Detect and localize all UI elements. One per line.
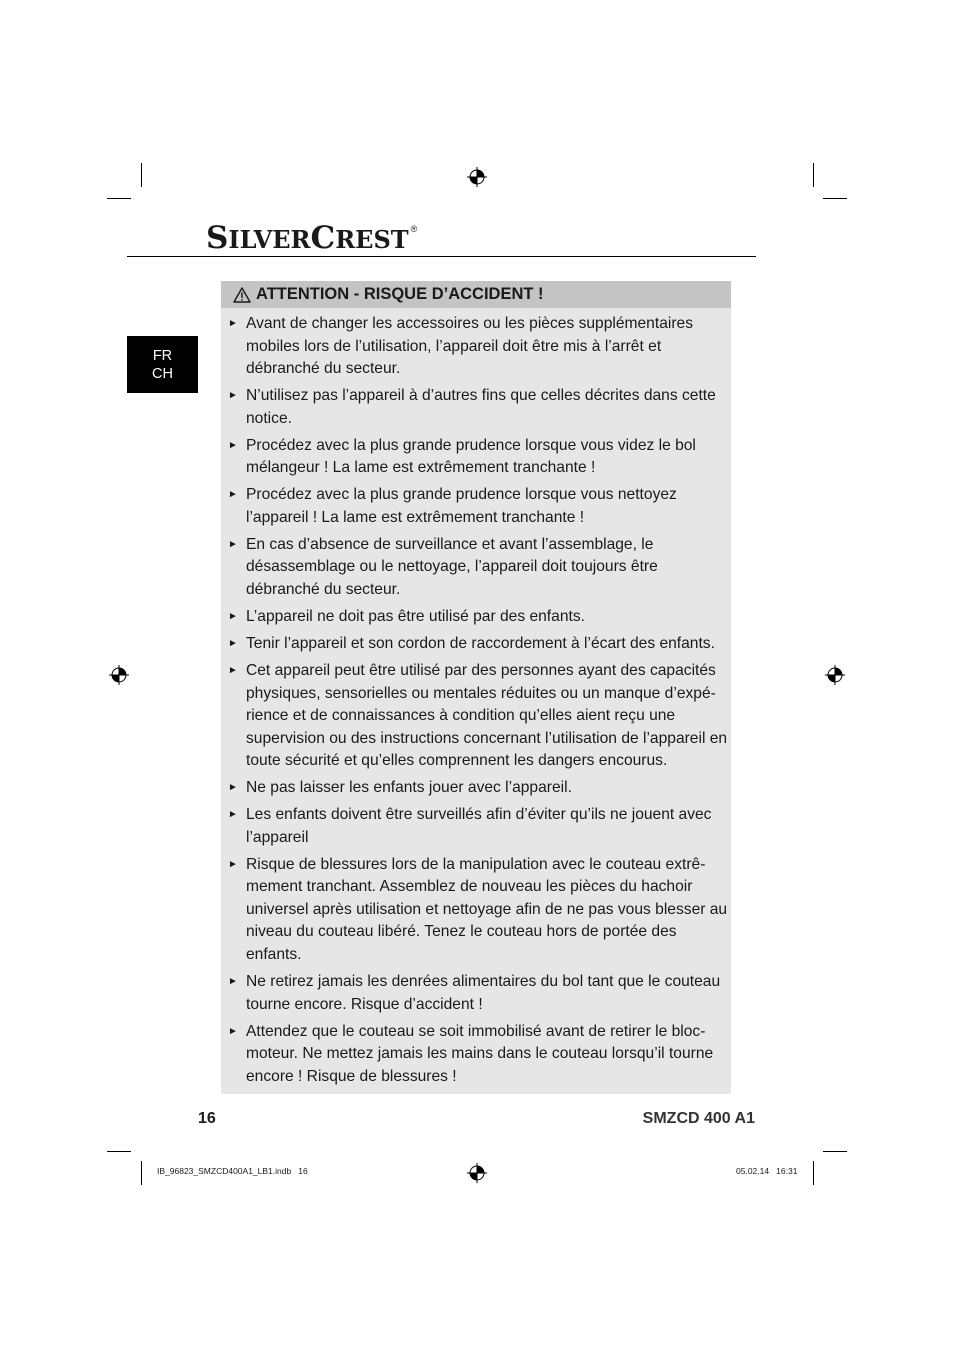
registration-mark-icon bbox=[467, 1163, 487, 1183]
warning-item bbox=[221, 484, 731, 529]
registered-mark: ® bbox=[410, 224, 418, 234]
crop-mark bbox=[107, 1151, 131, 1152]
warning-item bbox=[221, 534, 731, 602]
crop-mark bbox=[813, 163, 814, 187]
warning-item-text: Avant de changer les accessoires ou les pièces supplémentaires mobiles lors de l’utilisation, l’appareil doit être mis à l’arrêt et débranché du secteur. bbox=[246, 315, 693, 377]
warning-item-text: Attendez que le couteau se soit immobilisé avant de retirer le bloc-moteur. Ne mettez jamais les mains dans le couteau lorsqu’il tourne encore ! Risque de blessures ! bbox=[246, 1022, 714, 1085]
crop-mark bbox=[141, 1161, 142, 1185]
warning-item-text: Procédez avec la plus grande prudence lorsque vous nettoyez l’appareil ! La lame est extrêmement tranchante ! bbox=[246, 486, 677, 526]
header-rule bbox=[127, 256, 756, 257]
warning-header bbox=[221, 281, 731, 308]
bullet-arrow-icon: ► bbox=[228, 390, 238, 402]
warning-item bbox=[221, 313, 731, 381]
crop-mark bbox=[107, 198, 131, 199]
registration-mark-icon bbox=[109, 665, 129, 685]
bullet-arrow-icon: ► bbox=[228, 976, 238, 988]
warning-list bbox=[221, 308, 731, 1088]
brand-text: REST bbox=[335, 225, 409, 254]
registration-mark-icon bbox=[467, 167, 487, 187]
brand-text: ILVER bbox=[228, 225, 311, 254]
bullet-arrow-icon: ► bbox=[228, 538, 238, 550]
warning-item bbox=[221, 854, 731, 967]
bullet-arrow-icon: ► bbox=[228, 1025, 238, 1037]
warning-box bbox=[221, 281, 731, 1094]
warning-item bbox=[221, 606, 731, 629]
bullet-arrow-icon: ► bbox=[228, 858, 238, 870]
warning-item bbox=[221, 385, 731, 430]
warning-item bbox=[221, 1021, 731, 1089]
bullet-arrow-icon: ► bbox=[228, 782, 238, 794]
warning-triangle-icon bbox=[233, 287, 251, 303]
brand-logo bbox=[206, 220, 417, 256]
language-tab bbox=[127, 336, 198, 393]
warning-item-text: Cet appareil peut être utilisé par des personnes ayant des capacités physiques, sensorielles ou mentales réduites ou un manque d’expérience et de connaissances à condition qu’elles aient reçu une supervision ou des instructions concernant l’utilisation de l’appareil en toute sécurité et qu’elles comprennent les dangers encourus. bbox=[246, 662, 728, 770]
warning-item bbox=[221, 804, 731, 849]
bullet-arrow-icon: ► bbox=[228, 638, 238, 650]
bullet-arrow-icon: ► bbox=[228, 610, 238, 622]
crop-mark bbox=[823, 198, 847, 199]
warning-item bbox=[221, 971, 731, 1016]
file-info: IB_96823_SMZCD400A1_LB1.indb 16 bbox=[157, 1166, 308, 1176]
bullet-arrow-icon: ► bbox=[228, 809, 238, 821]
file-date: 05.02.14 16:31 bbox=[736, 1166, 798, 1176]
bullet-arrow-icon: ► bbox=[228, 665, 238, 677]
warning-item bbox=[221, 777, 731, 800]
warning-item-text: Tenir l’appareil et son cordon de raccordement à l’écart des enfants. bbox=[246, 635, 715, 653]
warning-item-text: N’utilisez pas l’appareil à d’autres fins que celles décrites dans cette notice. bbox=[246, 387, 716, 427]
crop-mark bbox=[813, 1161, 814, 1185]
bullet-arrow-icon: ► bbox=[228, 318, 238, 329]
brand-letter: C bbox=[310, 220, 336, 256]
crop-mark bbox=[141, 163, 142, 187]
bullet-arrow-icon: ► bbox=[228, 439, 238, 451]
brand-letter: S bbox=[206, 220, 229, 256]
warning-item-text: Procédez avec la plus grande prudence lorsque vous videz le bol mélangeur ! La lame est extrêmement tranchante ! bbox=[246, 436, 696, 477]
warning-item bbox=[221, 435, 731, 480]
crop-mark bbox=[823, 1151, 847, 1152]
warning-item bbox=[221, 660, 731, 773]
warning-item-text: Risque de blessures lors de la manipulation avec le couteau extrêmement tranchant. Assemblez de nouveau les pièces du hachoir universel après utilisation et nettoyage afin de ne pas vous blesser au niveau du couteau libéré. Tenez le couteau hors de portée des enfants. bbox=[246, 855, 728, 963]
warning-title: ATTENTION - RISQUE D’ACCIDENT ! bbox=[256, 285, 544, 303]
language-code: FR bbox=[152, 347, 173, 364]
warning-item bbox=[221, 633, 731, 656]
page-number: 16 bbox=[198, 1110, 216, 1127]
model-number: SMZCD 400 A1 bbox=[642, 1110, 755, 1127]
language-code: CH bbox=[152, 365, 173, 382]
warning-item-text: L’appareil ne doit pas être utilisé par des enfants. bbox=[246, 607, 585, 625]
warning-item-text: En cas d’absence de surveillance et avant l’assemblage, le désassemblage ou le nettoyage, l’appareil doit toujours être débranché du secteur. bbox=[246, 535, 658, 598]
bullet-arrow-icon: ► bbox=[228, 489, 238, 501]
warning-item-text: Ne pas laisser les enfants jouer avec l’appareil. bbox=[246, 779, 572, 797]
warning-item-text: Ne retirez jamais les denrées alimentaires du bol tant que le couteau tourne encore. Risque d’accident ! bbox=[246, 973, 721, 1013]
warning-item-text: Les enfants doivent être surveillés afin d’éviter qu’ils ne jouent avec l’appareil bbox=[246, 806, 712, 846]
registration-mark-icon bbox=[825, 665, 845, 685]
